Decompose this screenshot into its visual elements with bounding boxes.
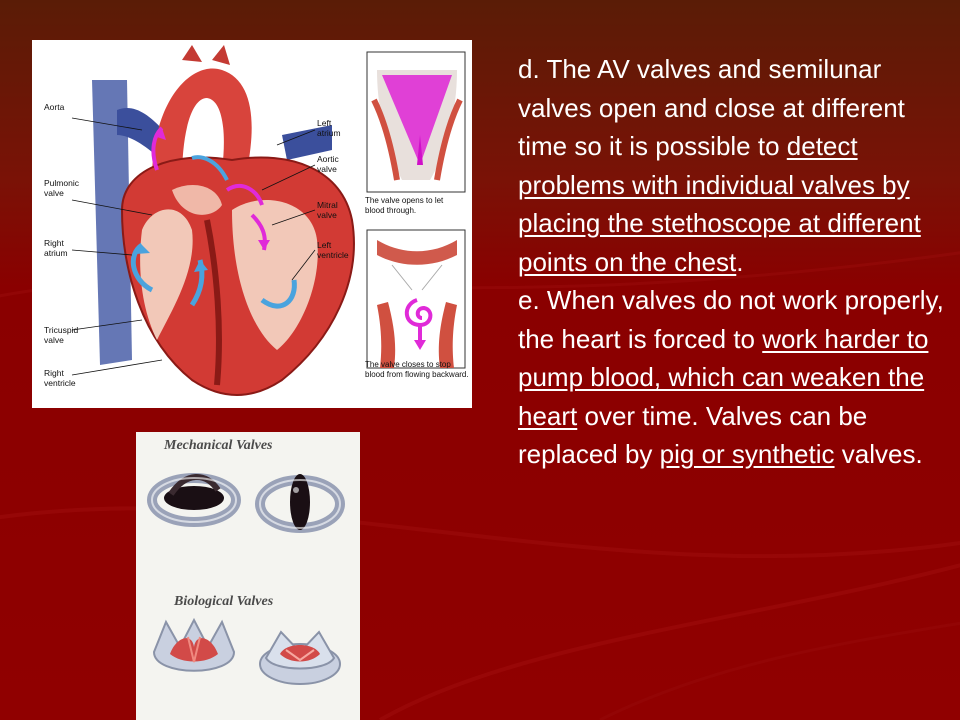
label-pulmonic-valve: Pulmonic valve xyxy=(44,178,79,198)
point-d-end: . xyxy=(736,246,744,277)
replacement-valves-illustration xyxy=(136,432,360,720)
point-e-end: valves. xyxy=(834,439,923,469)
point-e xyxy=(518,281,948,474)
replacement-valves-panel xyxy=(136,432,360,720)
heart-illustration xyxy=(32,40,472,408)
caption-valve-closes: The valve closes to stop blood from flowing backward. xyxy=(365,360,469,379)
body-text xyxy=(518,50,948,474)
point-e-middle: over time. Valves can be replaced by xyxy=(518,400,868,469)
label-mitral-valve: Mitral valve xyxy=(317,200,338,220)
label-right-ventricle: Right ventricle xyxy=(44,368,76,388)
heart-valves-diagram xyxy=(32,40,472,408)
biological-valves-heading: Biological Valves xyxy=(174,594,274,609)
label-tricuspid-valve: Tricuspid valve xyxy=(44,325,79,345)
label-left-atrium: Left atrium xyxy=(317,118,341,138)
label-left-ventricle: Left ventricle xyxy=(317,240,349,260)
point-e-text: e. When valves do not work properly, the heart is forced to xyxy=(518,285,944,354)
label-aorta: Aorta xyxy=(44,102,65,112)
mechanical-valves-heading: Mechanical Valves xyxy=(164,438,273,453)
label-aortic-valve: Aortic valve xyxy=(317,154,339,174)
point-d xyxy=(518,50,948,281)
point-e-underlined-1: work harder to pump blood, which can weaken the heart xyxy=(518,323,929,431)
point-d-underlined: detect problems with individual valves by placing the stethoscope at different points on the chest xyxy=(518,131,921,277)
label-right-atrium: Right atrium xyxy=(44,238,68,258)
point-e-underlined-2: pig or synthetic xyxy=(659,439,835,469)
point-d-text: d. The AV valves and semilunar valves open and close at different time so it is possible to xyxy=(518,54,905,161)
caption-valve-opens: The valve opens to let blood through. xyxy=(365,196,444,215)
